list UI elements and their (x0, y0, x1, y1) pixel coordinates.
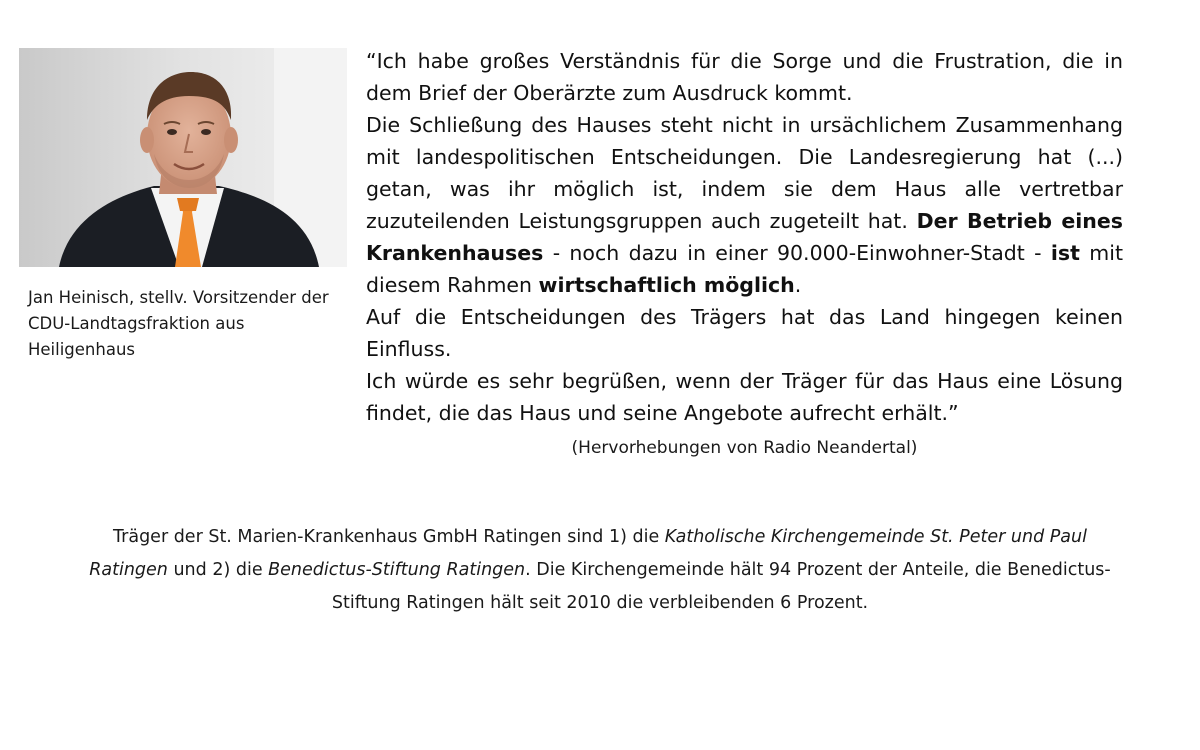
owners-text-segment: und 2) die (167, 560, 269, 580)
quote-paragraph-4: Auf die Entscheidungen des Trägers hat das Land hingegen keinen Einfluss. (366, 305, 1123, 361)
owners-text-segment: Träger der St. Marien-Krankenhaus GmbH Ratingen sind 1) die (113, 527, 665, 547)
ownership-paragraph (80, 521, 1120, 620)
owners-text-segment: . Die Kirchengemeinde hält 94 Prozent der Anteile, die Benedictus-Stiftung Ratingen hält seit 2010 die verbleibenden 6 Prozent. (331, 560, 1111, 613)
bold-phrase-ist: ist (1050, 241, 1080, 265)
owner-foundation-name: Benedictus-Stiftung Ratingen (268, 560, 526, 580)
quote-text-segment: - noch dazu in einer 90.000-Einwohner-Stadt - (543, 241, 1051, 265)
quote-paragraph-5: Ich würde es sehr begrüßen, wenn der Träger für das Haus eine Lösung findet, die das Haus und seine Angebote aufrecht erhält.” (366, 369, 1123, 425)
photo-caption: Jan Heinisch, stellv. Vorsitzender der CDU-Landtagsfraktion aus Heiligenhaus (28, 288, 329, 359)
quote-paragraph-1: “Ich habe großes Verständnis für die Sorge und die Frustration, die in dem Brief der Oberärzte zum Ausdruck kommt. (366, 49, 1123, 105)
quote-paragraph-2: Die Schließung des Hauses steht nicht in ursächlichem Zusammenhang mit landespolitischen Entscheidungen. Die Landesregierung hat (...) getan, was ihr möglich ist, indem sie dem Haus alle vertretbar zuzuteilenden Leistungsgruppen auch zugeteilt hat. (366, 113, 1123, 233)
owner-parish-name: Katholische Kirchengemeinde St. Peter und Paul Ratingen (89, 527, 1087, 580)
emphasis-note: (Hervorhebungen von Radio Neandertal) (571, 438, 918, 458)
portrait-photo (19, 48, 347, 267)
quote-text-segment: mit diesem Rahmen (366, 241, 1123, 297)
bold-phrase-wirtschaftlich: wirtschaftlich möglich (538, 273, 795, 297)
quote-paragraph-2-3 (366, 109, 1123, 301)
quote-block (366, 45, 1123, 429)
quote-text-segment: . (794, 273, 802, 297)
bold-phrase-betrieb: Der Betrieb eines Krankenhauses (366, 209, 1123, 265)
portrait-illustration (19, 48, 347, 267)
